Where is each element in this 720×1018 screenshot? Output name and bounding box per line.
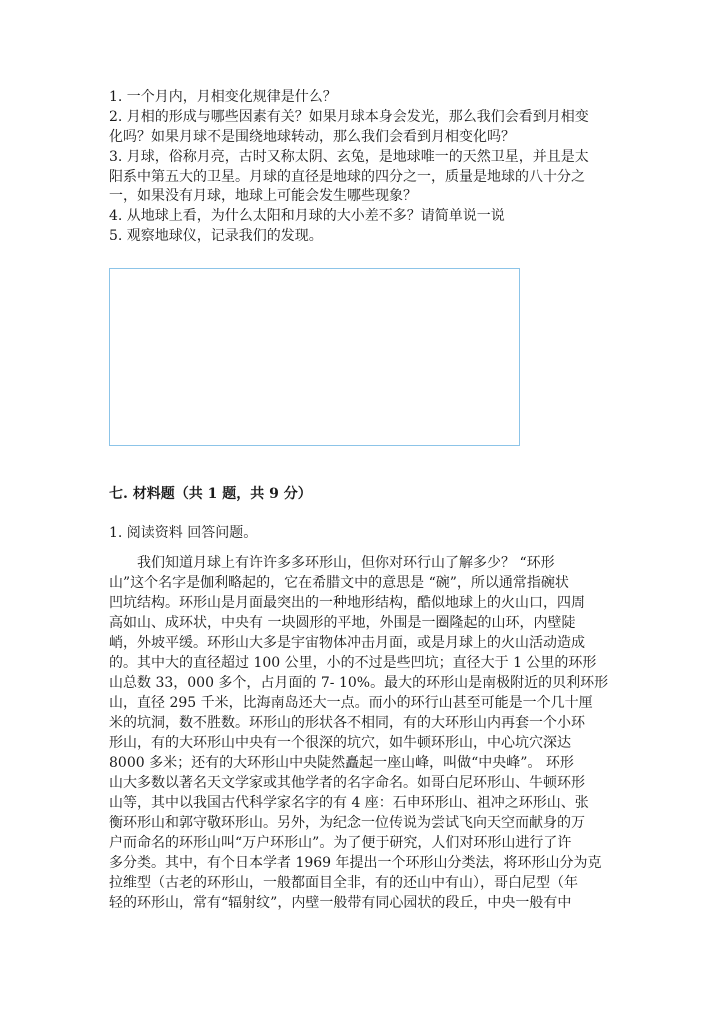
passage-line: 山”这个名字是伽利略起的，它在希腊文中的意思是 “碗”，所以通常指碗状 — [109, 575, 569, 591]
section-title: 七. 材料题（共 1 题，共 9 分） — [109, 486, 312, 502]
passage-line: 凹坑结构。环形山是月面最突出的一种地形结构，酷似地球上的火山口，四周 — [109, 595, 585, 611]
question-1: 1. 一个月内，月相变化规律是什么？ — [109, 89, 337, 105]
passage-line: 多分类。其中，有个日本学者 1969 年提出一个环形山分类法，将环形山分为克 — [109, 855, 602, 871]
question-3-line-2: 阳系中第五大的卫星。月球的直径是地球的四分之一，质量是地球的八十分之 — [109, 169, 585, 185]
passage-line: 我们知道月球上有许许多多环形山，但你对环行山了解多少？ “环形 — [109, 555, 555, 571]
material-question: 1. 阅读资料 回答问题。 — [109, 525, 258, 541]
passage-line: 8000 多米；还有的大环形山中央陡然矗起一座山峰，叫做“中央峰”。 环形 — [109, 755, 574, 771]
passage-line: 高如山、成环状，中央有 一块圆形的平地，外围是一圈隆起的山环，内壁陡 — [109, 615, 576, 631]
question-5: 5. 观察地球仪，记录我们的发现。 — [109, 228, 323, 244]
passage-line: 山，直径 295 千米，比海南岛还大一点。而小的环行山甚至可能是一个几十厘 — [109, 695, 593, 711]
question-4: 4. 从地球上看，为什么太阳和月球的大小差不多？请简单说一说 — [109, 208, 505, 224]
passage-line: 拉维型（古老的环形山，一般都面目全非，有的还山中有山），哥白尼型（年 — [109, 875, 578, 891]
passage-line: 的。其中大的直径超过 100 公里，小的不过是些凹坑；直径大于 1 公里的环形 — [109, 655, 597, 671]
passage-line: 衡环形山和郭守敬环形山。另外，为纪念一位传说为尝试飞向天空而献身的万 — [109, 815, 585, 831]
question-3-line-1: 3. 月球，俗称月亮，古时又称太阴、玄兔，是地球唯一的天然卫星，并且是太 — [109, 149, 589, 165]
passage-line: 山大多数以著名天文学家或其他学者的名字命名。如哥白尼环形山、牛顿环形 — [109, 775, 585, 791]
question-2-line-2: 化吗？如果月球不是围绕地球转动，那么我们会看到月相变化吗？ — [109, 129, 515, 145]
passage-line: 户而命名的环形山叫“万户环形山”。为了便于研究，人们对环形山进行了许 — [109, 835, 572, 851]
passage-line: 山总数 33，000 多个，占月面的 7- 10%。最大的环形山是南极附近的贝利环形 — [109, 675, 609, 691]
passage-line: 米的坑洞，数不胜数。环形山的形状各不相同，有的大环形山内再套一个小环 — [109, 715, 585, 731]
passage-line: 轻的环形山，常有“辐射纹”，内壁一般带有同心园状的段丘，中央一般有中 — [109, 895, 572, 911]
passage-line: 峭，外坡平缓。环形山大多是宇宙物体冲击月面，或是月球上的火山活动造成 — [109, 635, 585, 651]
passage-line: 山等，其中以我国古代科学家名字的有 4 座：石申环形山、祖冲之环形山、张 — [109, 795, 589, 811]
question-2-line-1: 2. 月相的形成与哪些因素有关？如果月球本身会发光，那么我们会看到月相变 — [109, 109, 589, 125]
answer-box[interactable] — [109, 268, 520, 446]
passage-line: 形山，有的大环形山中央有一个很深的坑穴，如牛顿环形山，中心坑穴深达 — [109, 735, 571, 751]
question-3-line-3: 一，如果没有月球，地球上可能会发生哪些现象？ — [109, 188, 417, 204]
